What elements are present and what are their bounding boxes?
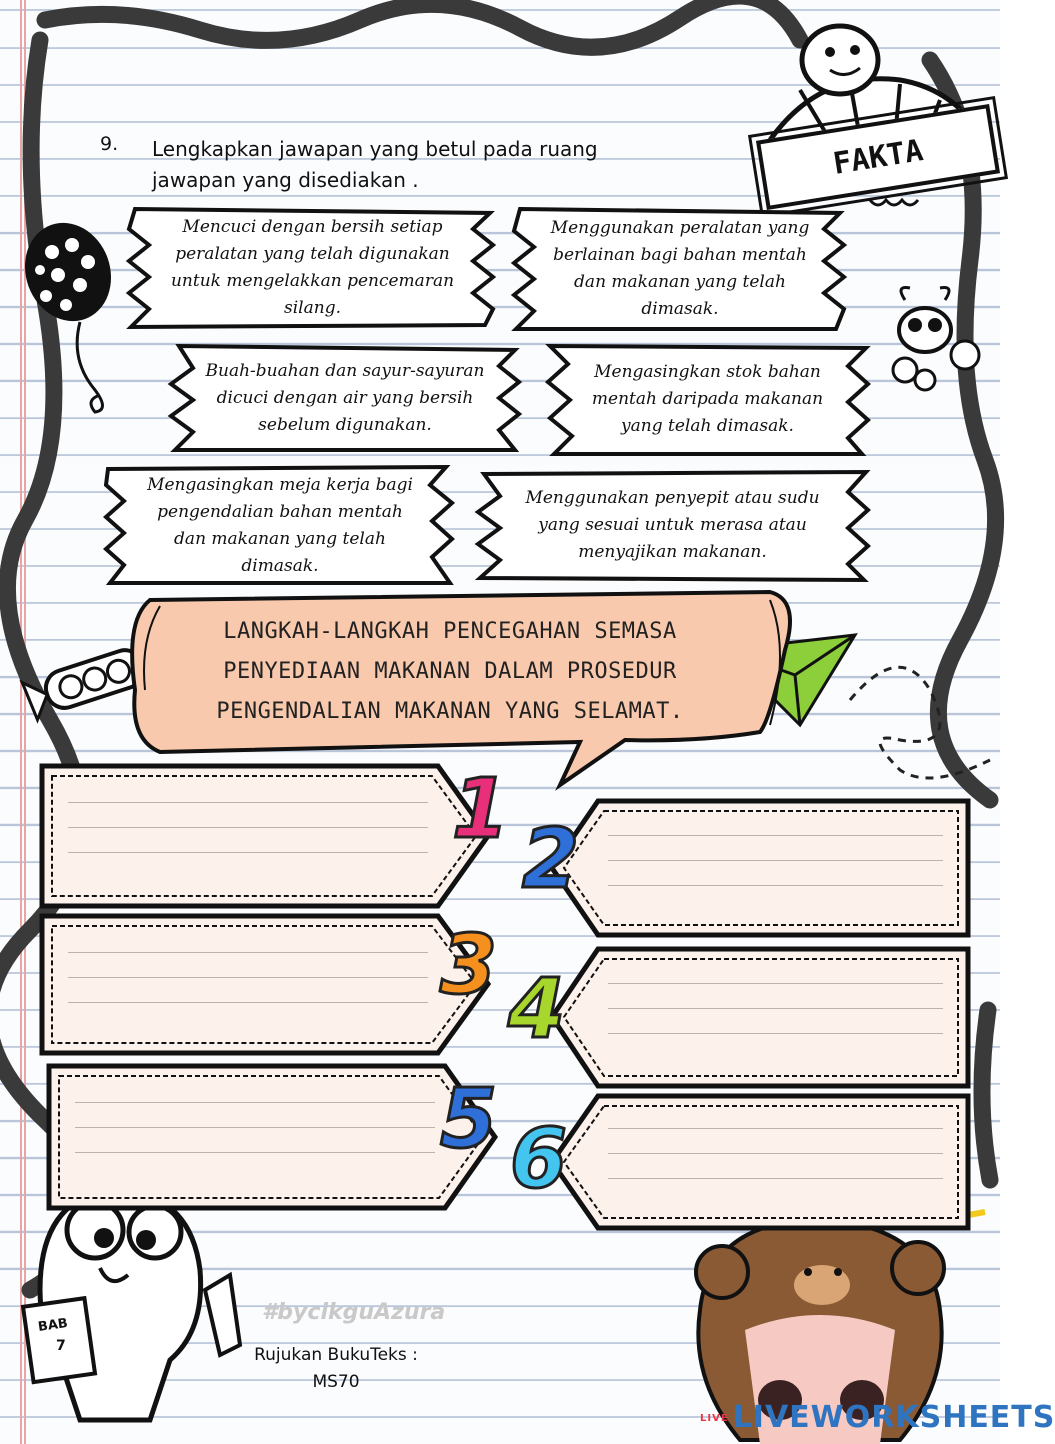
number-2: 2 bbox=[522, 812, 580, 907]
banner-line-3: PENGENDALIAN MAKANAN YANG SELAMAT. bbox=[216, 699, 684, 724]
book-number: 7 bbox=[56, 1338, 66, 1354]
fakta-badge: FAKTA bbox=[756, 104, 1000, 210]
answer-box-3[interactable] bbox=[38, 912, 493, 1057]
reference-note bbox=[236, 1342, 436, 1396]
option-text: Menggunakan peralatan yang berlainan bagi bahan mentah dan makanan yang telah dimasak. bbox=[550, 218, 810, 319]
number-6: 6 bbox=[510, 1112, 568, 1207]
answer-box-5[interactable] bbox=[45, 1062, 500, 1212]
liveworksheets-logo[interactable] bbox=[700, 1400, 1055, 1435]
reference-line-2: MS70 bbox=[312, 1372, 360, 1392]
number-5: 5 bbox=[440, 1072, 498, 1167]
number-3: 3 bbox=[440, 918, 498, 1013]
number-1: 1 bbox=[452, 762, 510, 857]
liveworksheets-prefix: LIVE bbox=[700, 1413, 729, 1424]
liveworksheets-text: LIVEWORKSHEETS bbox=[732, 1400, 1055, 1435]
banner-line-2: PENYEDIAAN MAKANAN DALAM PROSEDUR bbox=[223, 659, 677, 684]
book-label: BAB bbox=[37, 1315, 69, 1336]
reference-line-1: Rujukan BukuTeks : bbox=[254, 1345, 418, 1365]
answer-box-6[interactable] bbox=[548, 1092, 973, 1232]
banner-line-1: LANGKAH-LANGKAH PENCEGAHAN SEMASA bbox=[223, 619, 677, 644]
option-text: Mengasingkan stok bahan mentah daripada makanan yang telah dimasak. bbox=[591, 362, 824, 436]
answer-box-4[interactable] bbox=[548, 945, 973, 1090]
banner-title bbox=[190, 612, 710, 732]
option-text: Menggunakan penyepit atau sudu yang sesuai untuk merasa atau menyajikan makanan. bbox=[525, 488, 820, 562]
answer-box-2[interactable] bbox=[548, 797, 973, 939]
number-4: 4 bbox=[508, 962, 566, 1057]
question-text: Lengkapkan jawapan yang betul pada ruang jawapan yang disediakan . bbox=[152, 137, 598, 192]
brand-watermark: #bycikguAzura bbox=[262, 1300, 446, 1325]
option-text: Mengasingkan meja kerja bagi pengendalian bahan mentah dan makanan yang telah dimasak. bbox=[147, 474, 413, 576]
answer-box-1[interactable] bbox=[38, 762, 493, 910]
question-number: 9. bbox=[100, 133, 119, 155]
option-text: Mencuci dengan bersih setiap peralatan yang telah digunakan untuk mengelakkan pencemaran silang. bbox=[170, 216, 455, 318]
option-text: Buah-buahan dan sayur-sayuran dicuci dengan air yang bersih sebelum digunakan. bbox=[205, 360, 485, 435]
